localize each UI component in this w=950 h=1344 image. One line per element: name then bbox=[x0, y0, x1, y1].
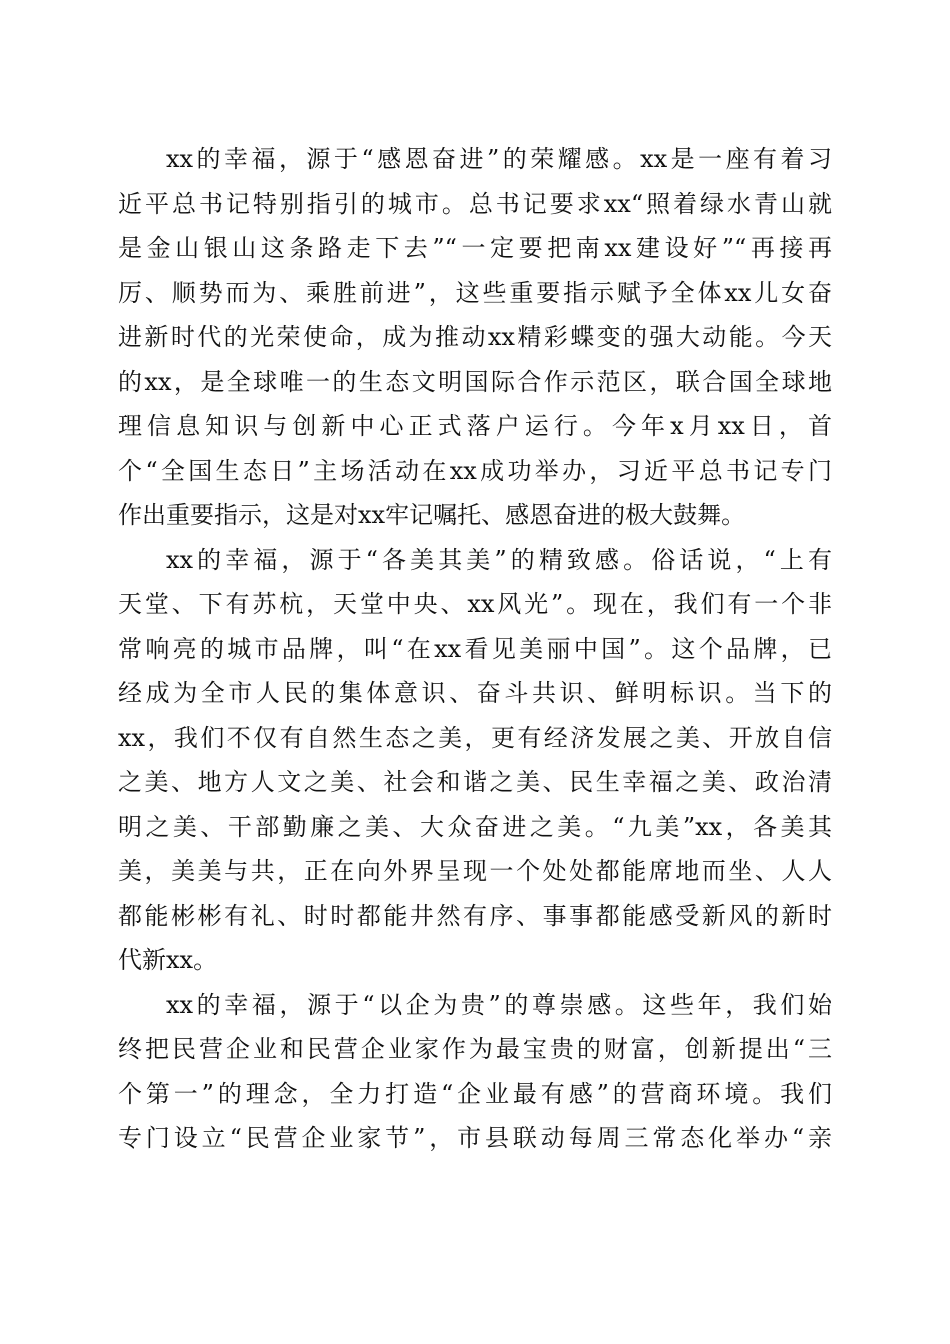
text-line: xx的幸福，源于“以企为贵”的尊崇感。这些年，我们始 bbox=[166, 990, 832, 1019]
text-line: 进新时代的光荣使命，成为推动xx精彩蝶变的强大动能。今天 bbox=[118, 323, 832, 351]
text-line: 美，美美与共，正在向外界呈现一个处处都能席地而坐、人人 bbox=[118, 857, 832, 885]
text-line: 专门设立“民营企业家节”，市县联动每周三常态化举办“亲 bbox=[118, 1124, 832, 1152]
paragraph-2 bbox=[118, 538, 832, 983]
text-line: 个第一”的理念，全力打造“企业最有感”的营商环境。我们 bbox=[118, 1079, 832, 1108]
text-line: 厉、顺势而为、乘胜前进”，这些重要指示赋予全体xx儿女奋 bbox=[118, 278, 832, 307]
text-line: xx的幸福，源于“各美其美”的精致感。俗话说，“上有 bbox=[166, 545, 832, 574]
text-line: 终把民营企业和民营企业家作为最宝贵的财富，创新提出“三 bbox=[118, 1035, 832, 1063]
text-line: 明之美、干部勤廉之美、大众奋进之美。“九美”xx，各美其 bbox=[118, 812, 832, 841]
text-line: 常响亮的城市品牌，叫“在xx看见美丽中国”。这个品牌，已 bbox=[118, 634, 832, 663]
text-line: 近平总书记特别指引的城市。总书记要求xx“照着绿水青山就 bbox=[118, 189, 832, 218]
text-line: 是金山银山这条路走下去”“一定要把南xx建设好”“再接再 bbox=[118, 234, 832, 262]
paragraph-3 bbox=[118, 983, 832, 1161]
text-line: 经成为全市人民的集体意识、奋斗共识、鲜明标识。当下的 bbox=[118, 679, 832, 707]
text-line: 之美、地方人文之美、社会和谐之美、民生幸福之美、政治清 bbox=[118, 768, 832, 796]
text-line: xx，我们不仅有自然生态之美，更有经济发展之美、开放自信 bbox=[118, 723, 832, 752]
text-line: 作出重要指示，这是对xx牢记嘱托、感恩奋进的极大鼓舞。 bbox=[118, 501, 746, 529]
paragraph-1 bbox=[118, 137, 832, 538]
text-line: 天堂、下有苏杭，天堂中央、xx风光”。现在，我们有一个非 bbox=[118, 590, 832, 618]
text-line: 的xx，是全球唯一的生态文明国际合作示范区，联合国全球地 bbox=[118, 367, 832, 396]
text-line: 理信息知识与创新中心正式落户运行。今年x月xx日，首 bbox=[118, 412, 832, 440]
text-line: xx的幸福，源于“感恩奋进”的荣耀感。xx是一座有着习 bbox=[166, 145, 832, 173]
document-body bbox=[118, 137, 832, 1161]
text-line: 都能彬彬有礼、时时都能井然有序、事事都能感受新风的新时 bbox=[118, 901, 832, 930]
text-line: 个“全国生态日”主场活动在xx成功举办，习近平总书记专门 bbox=[118, 456, 832, 485]
text-line: 代新xx。 bbox=[118, 946, 218, 974]
